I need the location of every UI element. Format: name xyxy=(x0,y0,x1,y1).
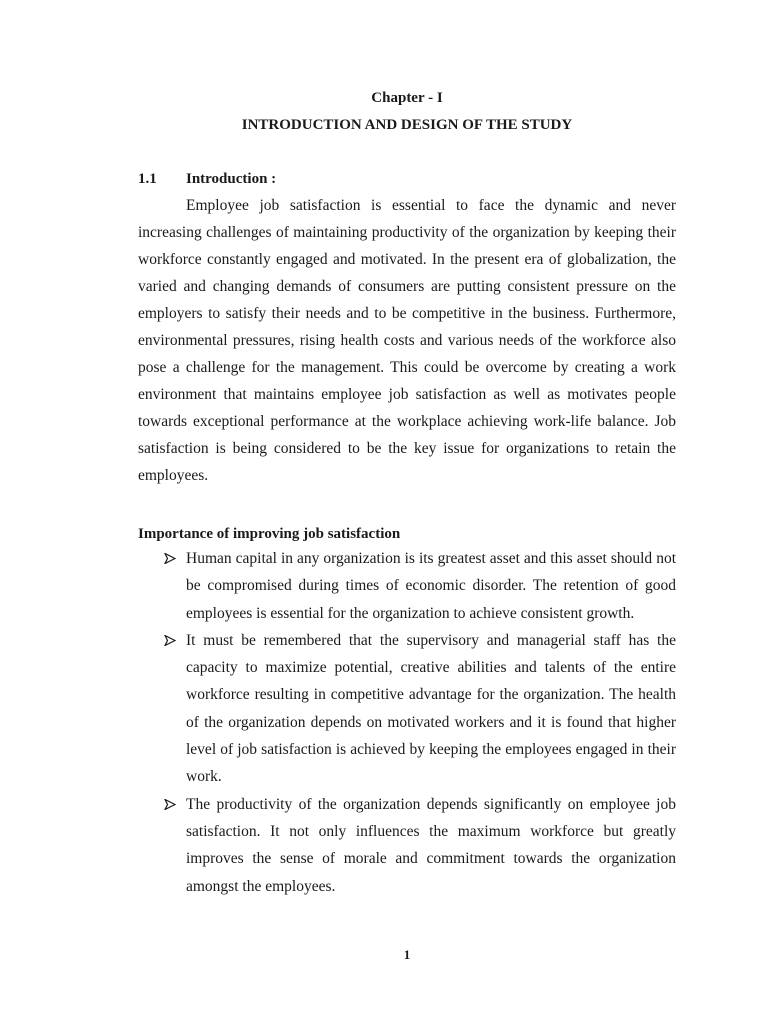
section-title: Introduction : xyxy=(186,171,277,187)
intro-paragraph: Employee job satisfaction is essential to face the dynamic and never increasing challenges of maintaining productivity of the organization by keeping their workforce constantly engaged and motivated. In the present era of globalization, the varied and changing demands of consumers are putting consistent pressure on the employers to satisfy their needs and to be competitive in the business. Furthermore, environmental pressures, rising health costs and various needs of the workforce also pose a challenge for the management. This could be overcome by creating a work environment that maintains employee job satisfaction as well as motivates people towards exceptional performance at the workplace achieving work-life balance. Job satisfaction is being considered to be the key issue for organizations to retain the employees. xyxy=(138,197,676,484)
list-item-text: It must be remembered that the supervisory and managerial staff has the capacity to maximize potential, creative abilities and talents of the entire workforce resulting in competitive advantage for the organization. The health of the organization depends on motivated workers and it is found that higher level of job satisfaction is achieved by keeping the employees engaged in their work. xyxy=(186,631,676,786)
arrowhead-bullet-icon xyxy=(164,545,180,572)
bullet-list xyxy=(138,545,676,900)
section-number: 1.1 xyxy=(138,171,157,187)
list-item-text: Human capital in any organization is its greatest asset and this asset should not be compromised during times of economic disorder. The retention of good employees is essential for the organization to achieve consistent growth. xyxy=(186,550,676,622)
section-heading xyxy=(138,169,276,189)
page-number: 1 xyxy=(403,947,411,962)
list-item xyxy=(138,545,676,627)
list-item-text: The productivity of the organization depends significantly on employee job satisfaction. It not only influences the maximum workforce but greatly improves the sense of morale and commitment towards the organization amongst the employees. xyxy=(186,795,676,895)
subheading: Importance of improving job satisfaction xyxy=(138,526,401,542)
list-item xyxy=(138,627,676,791)
arrowhead-bullet-icon xyxy=(164,791,180,818)
list-item xyxy=(138,791,676,900)
chapter-label: Chapter - I xyxy=(371,90,443,106)
arrowhead-bullet-icon xyxy=(164,627,180,654)
page-title: INTRODUCTION AND DESIGN OF THE STUDY xyxy=(241,117,573,133)
